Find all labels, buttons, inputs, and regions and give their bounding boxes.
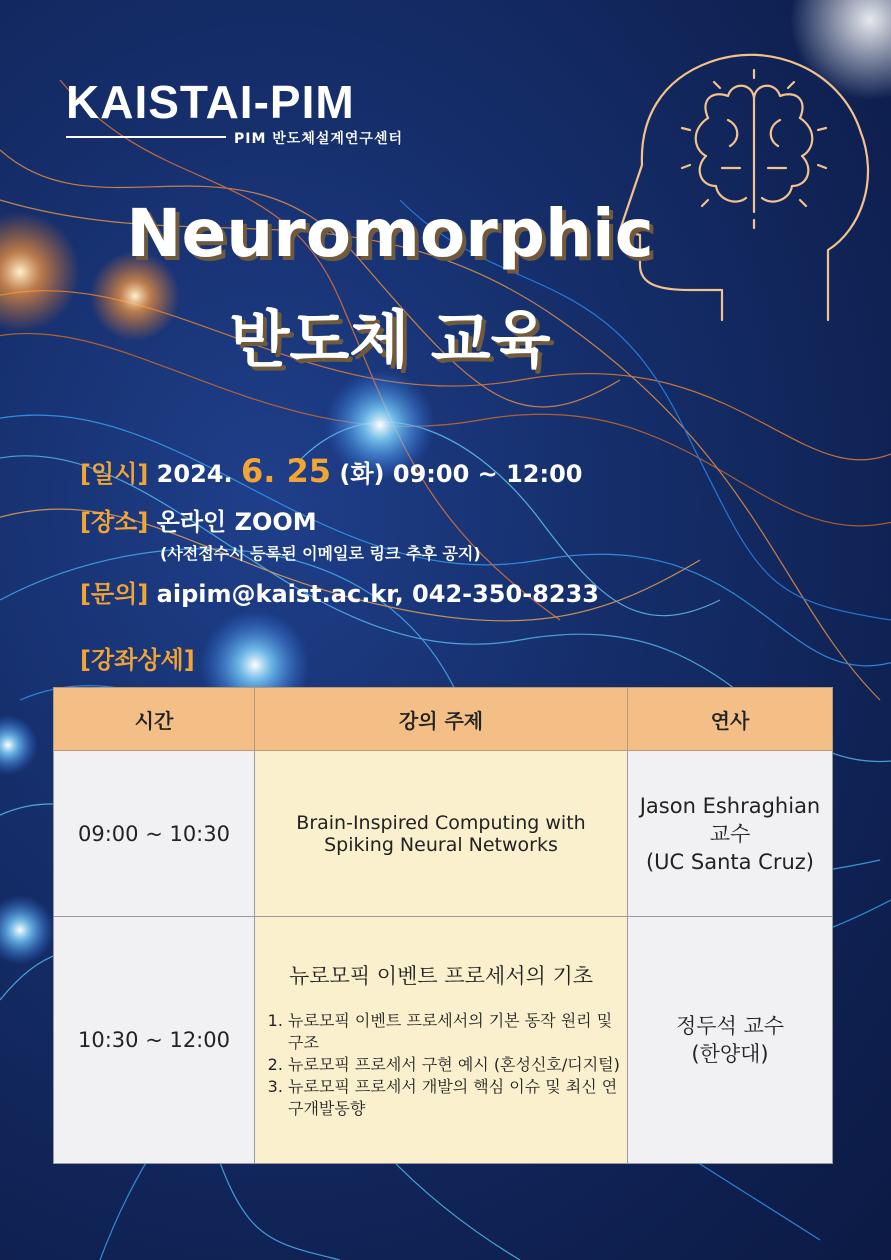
logo-subtitle: PIM 반도체설계연구센터 bbox=[234, 131, 403, 147]
topic-line: Spiking Neural Networks bbox=[324, 833, 558, 856]
lecture-table bbox=[53, 687, 833, 1164]
header-speaker: 연사 bbox=[628, 688, 833, 751]
place-label: [장소] bbox=[80, 508, 149, 536]
brain-head-icon bbox=[620, 55, 868, 320]
header-topic: 강의 주제 bbox=[255, 688, 628, 751]
topic-cell bbox=[255, 917, 628, 1164]
date-prefix: 2024. bbox=[156, 460, 233, 488]
section-title: [강좌상세] bbox=[80, 646, 195, 674]
title-line-2: 반도체 교육 bbox=[229, 303, 551, 376]
time-cell: 10:30 ~ 12:00 bbox=[54, 917, 255, 1164]
light-glow-blue bbox=[0, 715, 38, 775]
date-info bbox=[80, 452, 583, 490]
time-cell: 09:00 ~ 10:30 bbox=[54, 751, 255, 917]
topic-items bbox=[288, 1010, 626, 1120]
kaist-aipim-logo bbox=[66, 76, 403, 147]
logo-divider bbox=[66, 136, 226, 138]
speaker-affiliation: (UC Santa Cruz) bbox=[645, 849, 814, 874]
list-item: 3. 뉴로모픽 프로세서 개발의 핵심 이슈 및 최신 연구개발동향 bbox=[288, 1076, 626, 1120]
speaker-name: Jason Eshraghian bbox=[639, 793, 821, 818]
topic-line: Brain-Inspired Computing with bbox=[296, 811, 586, 834]
place-info bbox=[80, 502, 317, 537]
contact-label: [문의] bbox=[80, 580, 149, 608]
topic-title: 뉴로모픽 이벤트 프로세서의 기초 bbox=[288, 964, 594, 988]
speaker-title: 교수 bbox=[709, 821, 751, 846]
date-label: [일시] bbox=[80, 460, 149, 488]
light-glow-white bbox=[790, 0, 891, 100]
topic-cell bbox=[255, 751, 628, 917]
light-glow-blue bbox=[0, 895, 55, 965]
contact-value: aipim@kaist.ac.kr, 042-350-8233 bbox=[156, 580, 599, 608]
speaker-cell bbox=[628, 917, 833, 1164]
place-note: (사전접수시 등록된 이메일로 링크 추후 공지) bbox=[160, 544, 481, 563]
table-row bbox=[54, 917, 833, 1164]
speaker-affiliation: (한양대) bbox=[691, 1042, 769, 1066]
speaker-name: 정두석 교수 bbox=[675, 1014, 785, 1038]
date-suffix: (화) 09:00 ~ 12:00 bbox=[339, 460, 583, 488]
list-item: 2. 뉴로모픽 프로세서 구현 예시 (혼성신호/디지털) bbox=[288, 1054, 626, 1076]
place-value: 온라인 ZOOM bbox=[156, 508, 317, 536]
date-highlight: 6. 25 bbox=[240, 452, 332, 490]
title-line-1: Neuromorphic bbox=[126, 195, 654, 272]
table-header-row bbox=[54, 688, 833, 751]
header-time: 시간 bbox=[54, 688, 255, 751]
logo-wordmark: KAISTAI-PIM bbox=[66, 76, 355, 128]
list-item: 1. 뉴로모픽 이벤트 프로세서의 기본 동작 원리 및 구조 bbox=[288, 1010, 626, 1054]
contact-info bbox=[80, 574, 599, 609]
table-row bbox=[54, 751, 833, 917]
speaker-cell bbox=[628, 751, 833, 917]
